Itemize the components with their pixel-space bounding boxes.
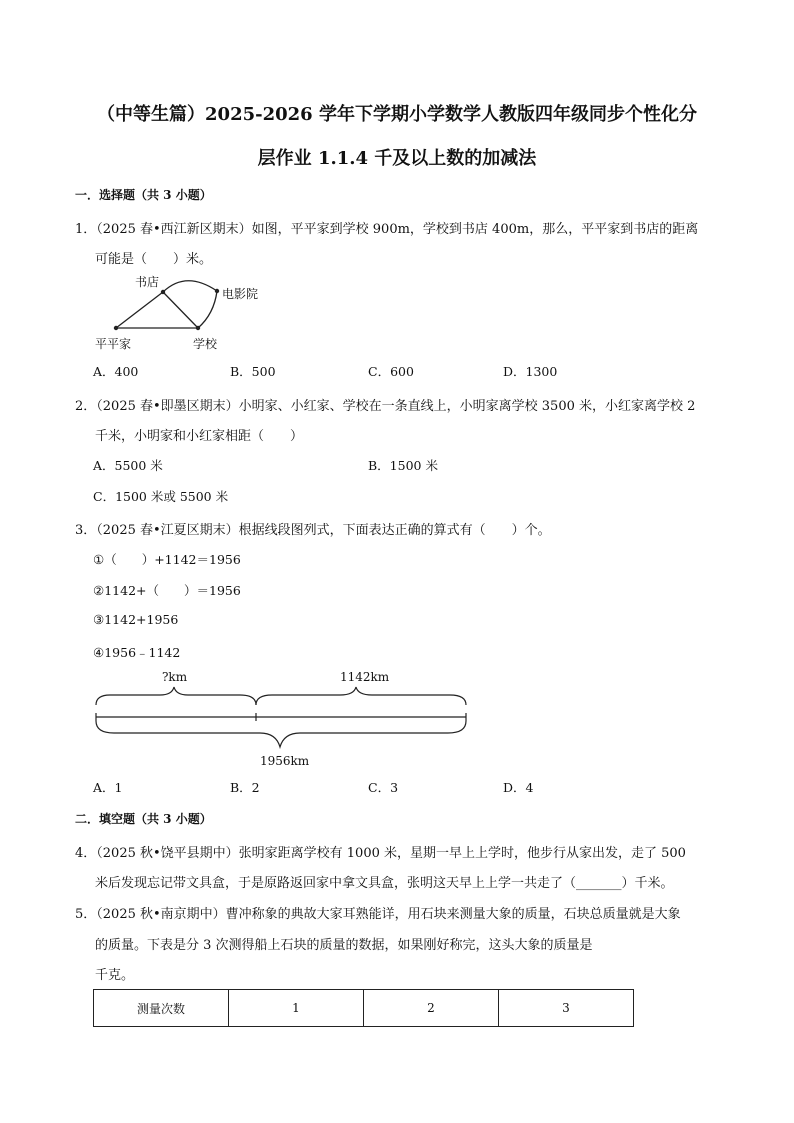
section-heading-choice: 一．选择题（共 3 小题） (75, 188, 212, 202)
table-row (94, 990, 634, 1027)
page-title-line1: （中等生篇）2025-2026 学年下学期小学数学人教版四年级同步个性化分 (97, 104, 697, 125)
q1-stem-line1: 1．（2025 春•西江新区期末）如图，平平家到学校 900m，学校到书店 400m，那么，平平家到书店的距离 (75, 222, 699, 237)
q1-option-c[interactable]: C．600 (368, 364, 414, 379)
label-school: 学校 (193, 337, 218, 351)
table-header-cell: 1 (229, 990, 364, 1027)
q3-option-c[interactable]: C．3 (368, 780, 399, 795)
page-title-line2: 层作业 1.1.4 千及以上数的加减法 (257, 148, 537, 169)
home-to-bookstore-line (116, 292, 163, 328)
table-header-cell: 3 (499, 990, 634, 1027)
q3-option-b[interactable]: B．2 (230, 780, 260, 795)
q3-option-d[interactable]: D．4 (503, 780, 534, 795)
q3-segment-diagram (90, 685, 475, 755)
q4-stem-line1: 4．（2025 秋•饶平县期中）张明家距离学校有 1000 米，星期一早上上学时，他步行从家出发，走了 500 (75, 846, 686, 861)
q1-option-a[interactable]: A．400 (93, 364, 139, 379)
q5-stem-line2: 的质量。下表是分 3 次测得船上石块的质量的数据，如果刚好称完，这头大象的质量是 (95, 938, 593, 953)
label-bookstore: 书店 (135, 275, 160, 289)
table-header-cell: 2 (364, 990, 499, 1027)
label-cinema: 电影院 (222, 287, 259, 301)
measurement-table (93, 989, 634, 1027)
point-cinema (215, 289, 219, 293)
q1-option-d[interactable]: D．1300 (503, 364, 558, 379)
table-header-cell: 测量次数 (94, 990, 229, 1027)
q3-item-2: ②1142+（ ）＝1956 (93, 583, 241, 598)
q5-stem-line3: 千克。 (95, 968, 135, 983)
cinema-to-school-arc (198, 291, 217, 328)
point-home (114, 326, 118, 330)
label-home: 平平家 (95, 337, 132, 351)
q3-stem-line1: 3．（2025 春•江夏区期末）根据线段图列式，下面表达正确的算式有（ ）个。 (75, 523, 551, 538)
segment-label-unknown: ?km (162, 670, 188, 684)
section-heading-fill: 二．填空题（共 3 小题） (75, 812, 212, 826)
q2-stem-line2: 千米，小明家和小红家相距（ ） (95, 429, 304, 444)
q3-item-3: ③1142+1956 (93, 612, 179, 627)
q5-stem-line1: 5．（2025 秋•南京期中）曹冲称象的典故大家耳熟能详，用石块来测量大象的质量，石块总质量就是大象 (75, 907, 681, 922)
q4-stem-line2: 米后发现忘记带文具盒，于是原路返回家中拿文具盒，张明这天早上上学一共走了（_______）千米。 (95, 876, 674, 891)
q3-item-4: ④1956﹣1142 (93, 645, 181, 660)
brace-top-left (96, 687, 256, 705)
q2-stem-line1: 2．（2025 春•即墨区期末）小明家、小红家、学校在一条直线上，小明家离学校 3500 米，小红家离学校 2 (75, 399, 696, 414)
q1-stem-line2: 可能是（ ）米。 (95, 252, 213, 267)
bookstore-to-cinema-arc (163, 281, 217, 292)
brace-bottom (96, 721, 466, 747)
brace-top-right (256, 687, 466, 705)
q2-option-b[interactable]: B．1500 米 (368, 458, 438, 473)
point-bookstore (161, 290, 165, 294)
q2-option-a[interactable]: A．5500 米 (93, 458, 163, 473)
q1-option-b[interactable]: B．500 (230, 364, 276, 379)
q2-option-c[interactable]: C．1500 米或 5500 米 (93, 489, 229, 504)
q3-item-1: ①（ ）+1142＝1956 (93, 552, 241, 567)
point-school (196, 326, 200, 330)
q3-option-a[interactable]: A．1 (93, 780, 123, 795)
segment-label-total: 1956km (260, 754, 310, 768)
bookstore-to-school-line (163, 292, 198, 328)
segment-label-known: 1142km (340, 670, 390, 684)
